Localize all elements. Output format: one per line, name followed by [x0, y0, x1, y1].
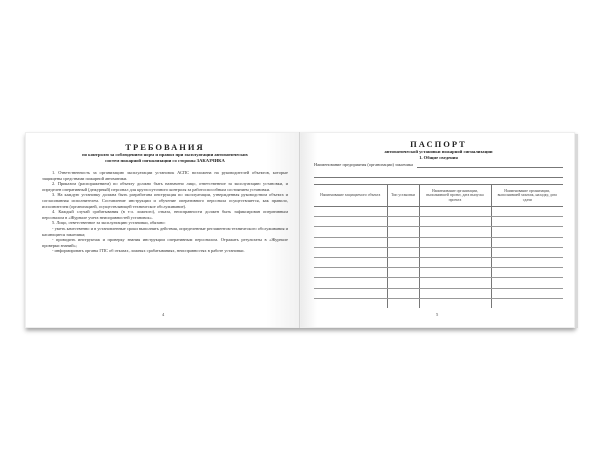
table-row	[314, 207, 563, 217]
requirements-subtitle-1: по контролю за соблюдением норм и правил при эксплуатации автоматических	[82, 152, 248, 157]
requirements-subtitle-2: систем пожарной сигнализации со стороны ЗАКАЗЧИКА	[105, 158, 225, 163]
col-header-installation: Наименование организации, выполнившей монтаж, наладку, дата сдачи	[491, 185, 563, 207]
paragraph-2: 2. Приказом (распоряжением) по объекту должно быть назначено лицо, ответственное за эксплуатацию установки, и определен оперативный (дежурный) персонал для круглосуточного контроля за работоспособным состоянием установки.	[42, 181, 288, 192]
col-header-object: Наименование защищаемого объекта	[314, 185, 387, 207]
general-info-table	[314, 184, 563, 308]
passport-title: ПАСПОРТ	[410, 139, 467, 149]
customer-name-label: Наименование предприятия (организации) заказчика	[314, 162, 413, 167]
col-header-type: Тип установки	[387, 185, 419, 207]
table-row	[314, 257, 563, 267]
table-row	[314, 217, 563, 227]
paragraph-3: 3. На каждую установку должна быть разработана инструкция по эксплуатации, утвержденная руководством объекта и согласованная исполнителем. Составление инструкции и обучение оперативного персонала осуществляется, как правило, исполнителем (организацией, осуществляющей техническое обслуживание).	[42, 192, 288, 209]
table-row	[314, 288, 563, 298]
requirements-title: ТРЕБОВАНИЯ	[125, 142, 205, 152]
table-row	[314, 237, 563, 247]
open-booklet	[25, 132, 575, 328]
left-page	[25, 132, 300, 328]
customer-name-field	[314, 162, 563, 168]
section-heading: 1. Общие сведения	[419, 155, 458, 160]
col-header-project: Наименование организации, выполнившей проект, дата выпуска проекта	[419, 185, 491, 207]
table-row	[314, 227, 563, 237]
paragraph-5: 5. Лицо, ответственное за эксплуатацию установки, обязано:	[52, 220, 166, 226]
paragraph-1: 1. Ответственность за организацию эксплуатации установок АСПС возложена на руководителей объектов, которые защищены средствами пожарной автоматики.	[42, 170, 288, 181]
paragraph-5-item-3: - информировать органы ГПС об отказах, ложных срабатываниях, неисправностях в работе установки.	[52, 248, 245, 254]
customer-name-line	[417, 163, 563, 168]
right-page	[300, 132, 575, 328]
table-header-row	[314, 185, 563, 207]
table-row	[314, 298, 563, 308]
paragraph-4: 4. Каждый случай срабатывания (в т.ч. ложного), отказа, неисправности должен быть зафиксирован оперативным персоналом в «Журнале учета неисправностей установок».	[42, 209, 288, 220]
paragraph-5-item-1: - уметь качественно и в установленные сроки выполнять действия, определенные регламентом технического обслуживания и касающиеся заказчика;	[42, 225, 288, 237]
customer-name-line-2	[314, 177, 563, 178]
passport-subtitle: автоматической установки пожарной сигнализации	[384, 149, 493, 154]
paragraph-5-item-2: - проводить инструктаж и проверку знания инструкции оперативным персоналом. Отражать результаты в «Журнале проверки знаний»;	[42, 237, 288, 248]
page-number-left: 4	[162, 312, 165, 317]
page-number-right: 5	[436, 312, 439, 317]
page-edge	[575, 134, 578, 328]
table-row	[314, 278, 563, 288]
table-row	[314, 247, 563, 257]
table-row	[314, 268, 563, 278]
